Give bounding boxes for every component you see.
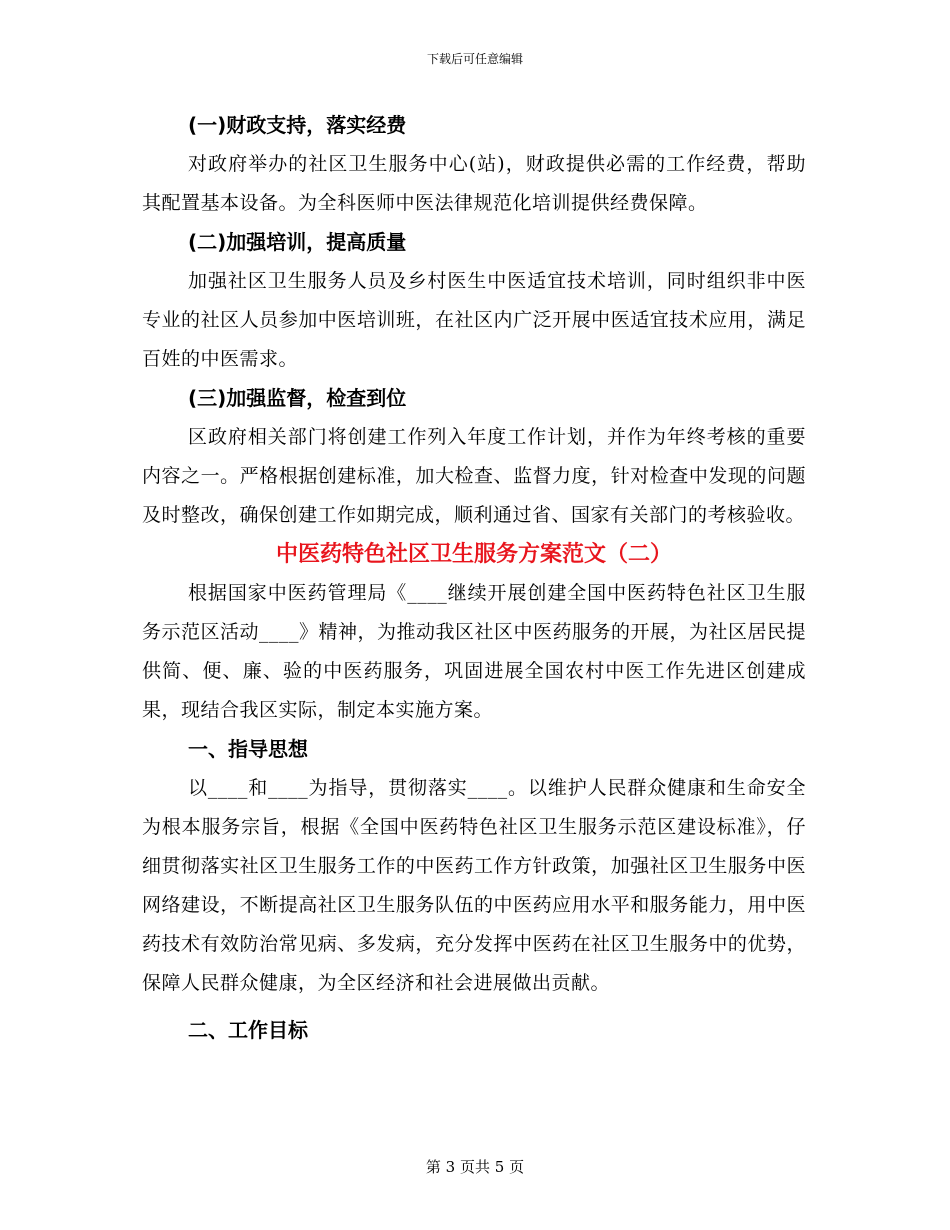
section-heading-training: (二)加强培训，提高质量 — [188, 230, 407, 254]
page-header: 下载后可任意编辑 — [426, 52, 523, 66]
part-paragraph-guiding-ideology: 以____和____为指导，贯彻落实____。以维护人民群众健康和生命安全为根本服务宗旨，根据《全国中医药特色社区卫生服务示范区建设标准》，仔细贯彻落实社区卫生服务工作的中医药工作方针政策，加强社区卫生服务中医网络建设，不断提高社区卫生服务队伍的中医药应用水平和服务能力，用中医药技术有效防治常见病、多发病，充分发挥中医药在社区卫生服务中的优势，保障人民群众健康，为全区经济和社会进展做出贡献。 — [142, 777, 806, 994]
document-title: 中医药特色社区卫生服务方案范文（二） — [275, 542, 672, 567]
section-heading-supervision: (三)加强监督，检查到位 — [188, 386, 407, 410]
section-paragraph-finance: 对政府举办的社区卫生服务中心(站)，财政提供必需的工作经费，帮助其配置基本设备。为全科医师中医法律规范化培训提供经费保障。 — [142, 153, 806, 214]
part-heading-work-goals: 二、工作目标 — [188, 1018, 308, 1042]
section-paragraph-supervision: 区政府相关部门将创建工作列入年度工作计划，并作为年终考核的重要内容之一。严格根据创建标准，加大检查、监督力度，针对检查中发现的问题及时整改，确保创建工作如期完成，顺利通过省、国家有关部门的考核验收。 — [142, 426, 806, 526]
section-paragraph-training: 加强社区卫生服务人员及乡村医生中医适宜技术培训，同时组织非中医专业的社区人员参加中医培训班，在社区内广泛开展中医适宜技术应用，满足百姓的中医需求。 — [142, 270, 806, 370]
page-footer: 第 3 页共 5 页 — [425, 1158, 525, 1176]
intro-paragraph: 根据国家中医药管理局《____继续开展创建全国中医药特色社区卫生服务示范区活动____》精神，为推动我区社区中医药服务的开展，为社区居民提供简、便、廉、验的中医药服务，巩固进展全国农村中医工作先进区创建成果，现结合我区实际，制定本实施方案。 — [142, 582, 807, 721]
section-heading-finance: (一)财政支持，落实经费 — [188, 113, 407, 137]
spacer — [142, 1003, 806, 1011]
document-body — [142, 106, 806, 1050]
part-heading-guiding-ideology: 一、指导思想 — [188, 737, 308, 761]
